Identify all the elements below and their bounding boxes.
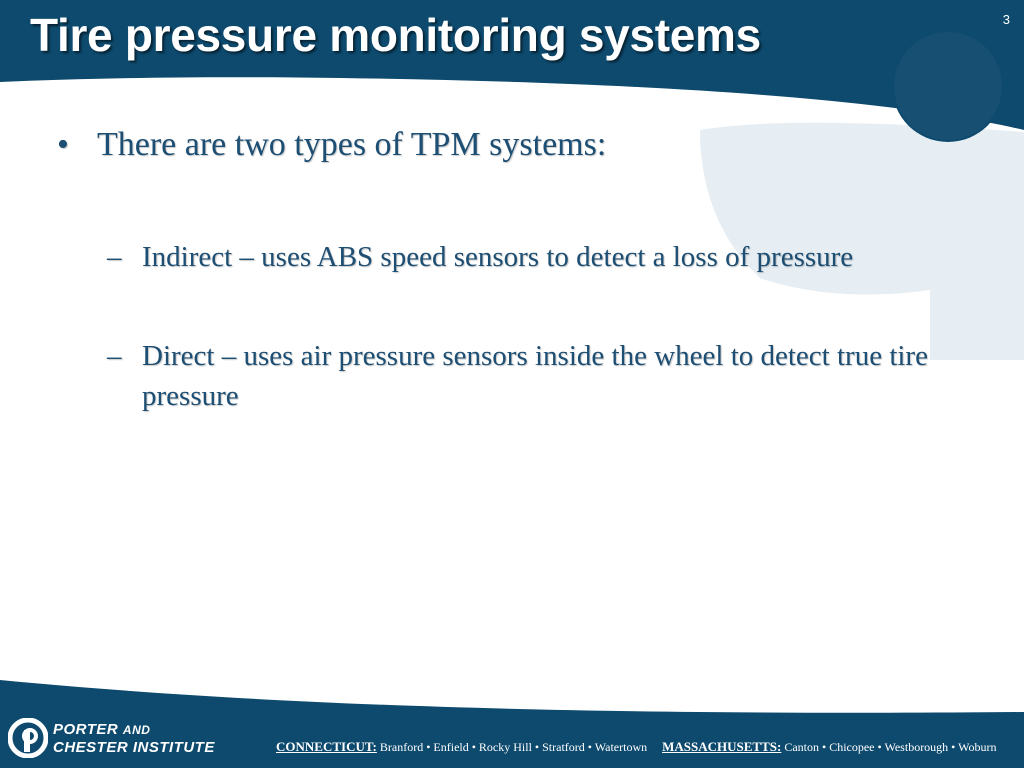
slide-number: 3 xyxy=(1002,12,1010,27)
logo-porter: PORTER xyxy=(53,721,119,738)
logo-chester: CHESTER INSTITUTE xyxy=(53,739,215,756)
state-connecticut: CONNECTICUT: xyxy=(276,739,377,754)
bullet-icon: • xyxy=(57,126,69,163)
institute-logo-text xyxy=(53,721,215,756)
sub-bullet-text: Indirect – uses ABS speed sensors to detect a loss of pressure xyxy=(142,241,854,273)
dash-icon: – xyxy=(107,340,122,372)
state-massachusetts: MASSACHUSETTS: xyxy=(662,739,782,754)
massachusetts-locations: Canton • Chicopee • Westborough • Woburn xyxy=(784,740,997,754)
slide-title: Tire pressure monitoring systems xyxy=(30,9,761,61)
sub-bullet-text: Direct – uses air pressure sensors inside the wheel to detect true tire pressure xyxy=(142,340,928,412)
connecticut-locations: Branford • Enfield • Rocky Hill • Stratford • Watertown xyxy=(379,740,648,754)
logo-and: AND xyxy=(122,723,151,737)
footer-locations xyxy=(276,739,997,755)
porter-chester-logo-icon xyxy=(8,718,48,758)
sub-bullet-indirect xyxy=(107,237,987,277)
sub-bullet-direct xyxy=(107,336,967,416)
dash-icon: – xyxy=(107,241,122,273)
main-bullet-text: There are two types of TPM systems: xyxy=(97,126,607,163)
main-bullet xyxy=(57,126,606,164)
